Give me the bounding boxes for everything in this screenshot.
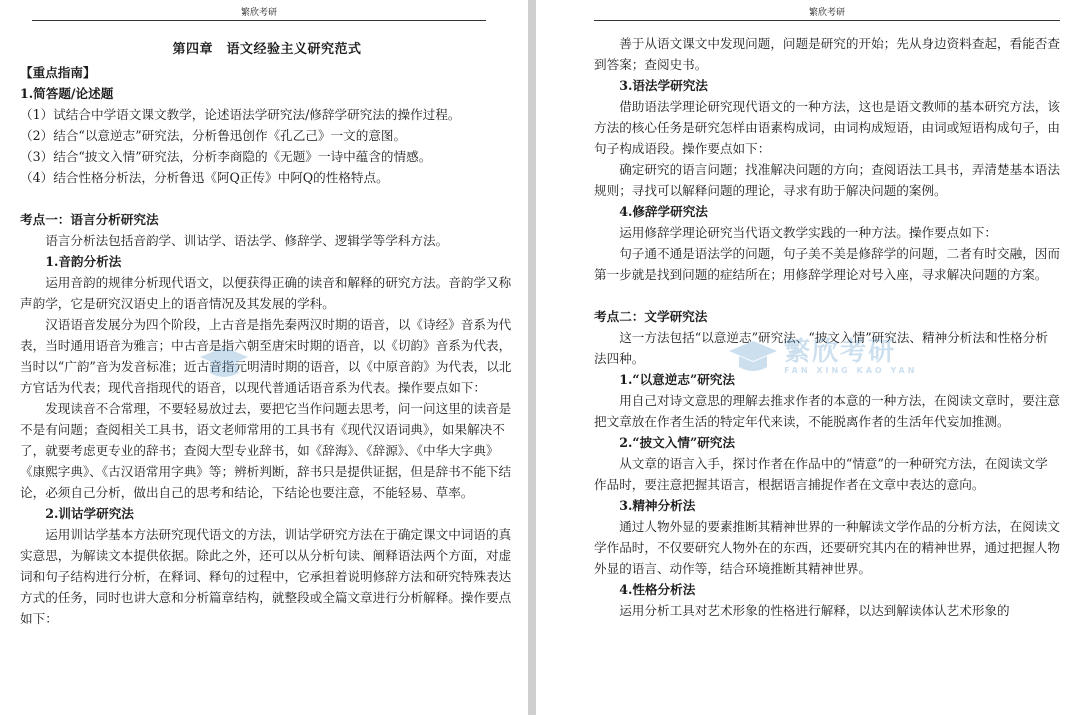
key-point-heading: 考点二：文学研究法	[594, 309, 708, 324]
paragraph: 从文章的语言入手，探讨作者在作品中的“情意”的一种研究方法，在阅读文学作品时，要注意把握其语言，根据语言捕捉作者在文章中表达的意向。	[594, 456, 1048, 492]
spacer	[20, 188, 514, 209]
chapter-title: 第四章 语文经验主义研究范式	[172, 42, 362, 57]
paragraph: 运用音韵的规律分析现代语文，以便获得正确的读音和解释的研究方法。音韵学又称声韵学，它是研究汉语史上的语音情况及其发展的学科。	[20, 275, 512, 311]
subsection-heading: 4.修辞学研究法	[619, 204, 708, 219]
left-page	[0, 0, 528, 715]
watermark-chinese: 繁欣考研	[784, 337, 897, 367]
paragraph: 用自己对诗文意思的理解去推求作者的本意的一种方法，在阅读文章时，要注意把文章放在作者生活的特定年代来读，不能脱离作者的生活年代妄加推测。	[594, 393, 1060, 429]
page-header: 繁欣考研	[32, 6, 486, 21]
paragraph: 汉语语音发展分为四个阶段，上古音是指先秦两汉时期的语音，以《诗经》音系为代表，当时通用语音为雅言；中古音是指六朝至唐宋时期的语音，以《切韵》音系为代表，当时以“广韵”音为发音标准；近古音指元明清时期的语音，以《中原音韵》为代表，以北方官话为代表；现代音指现代的语音，以现代普通话语音系为代表。操作要点如下：	[20, 317, 512, 395]
question-heading: 1.简答题/论述题	[20, 86, 114, 101]
paragraph: 运用分析工具对艺术形象的性格进行解释，以达到解读体认艺术形象的	[619, 603, 1010, 618]
subsection-heading: 3.语法学研究法	[619, 78, 708, 93]
paragraph: 运用修辞学理论研究当代语文教学实践的一种方法。操作要点如下：	[619, 225, 997, 240]
page-content	[20, 39, 514, 629]
paragraph: 通过人物外显的要素推断其精神世界的一种解读文学作品的分析方法，在阅读文学作品时，不仅要研究人物外在的东西，还要研究其内在的精神世界，通过把握人物外显的语言、动作等，结合环境推断其精神世界。	[594, 519, 1060, 576]
paragraph: 语言分析法包括音韵学、训诂学、语法学、修辞学、逻辑学等学科方法。	[45, 233, 449, 248]
question-item: （3）结合“披文入情”研究法，分析李商隐的《无题》一诗中蕴含的情感。	[20, 149, 432, 164]
page-content	[594, 33, 1060, 621]
right-page	[536, 0, 1080, 715]
subsection-heading: 3.精神分析法	[619, 498, 696, 513]
subsection-heading: 2.“披文入情”研究法	[619, 435, 735, 450]
subsection-heading: 1.“以意逆志”研究法	[619, 372, 735, 387]
watermark-english: FAN XING KAO YAN	[784, 366, 918, 375]
section-guide: 【重点指南】	[20, 65, 96, 80]
subsection-heading: 4.性格分析法	[619, 582, 696, 597]
paragraph: 运用训诂学基本方法研究现代语文的方法，训诂学研究方法在于确定课文中词语的真实意思，为解读文本提供依据。除此之外，还可以从分析句读、阐释语法两个方面，对虚词和句子结构进行分析，在释词、释句的过程中，它承担着说明修辞方法和研究特殊表达方式的任务，同时也讲大意和分析篇章结构，就整段或全篇文章进行分析解释。操作要点如下：	[20, 527, 512, 626]
paragraph: 借助语法学理论研究现代语文的一种方法，这也是语文教师的基本研究方法，该方法的核心任务是研究怎样由语素构成词，由词构成短语，由词或短语构成句子，由句子构成语段。操作要点如下：	[594, 99, 1060, 156]
paragraph: 发现读音不合常理，不要轻易放过去，要把它当作问题去思考，问一问这里的读音是不是有问题；查阅相关工具书，语文老师常用的工具书有《现代汉语词典》，如果解决不了，就要考虑更专业的辞书；查阅大型专业辞书，如《辞海》、《辞源》、《中华大字典》《康熙字典》、《古汉语常用字典》等；辨析判断，辞书只是提供证据，但是辞书不能下结论，必须自己分析，做出自己的思考和结论，下结论也要注意，不能轻易、草率。	[20, 401, 512, 500]
question-item: （1）试结合中学语文课文教学，论述语法学研究法/修辞学研究法的操作过程。	[20, 107, 461, 122]
paragraph: 确定研究的语言问题；找准解决问题的方向；查阅语法工具书，弄清楚基本语法规则；寻找可以解释问题的理论，寻求有助于解决问题的案例。	[594, 162, 1060, 198]
paragraph: 这一方法包括“以意逆志”研究法、“披文入情”研究法、精神分析法和性格分析法四种。	[594, 330, 1048, 366]
paragraph: 善于从语文课文中发现问题，问题是研究的开始；先从身边资料查起，看能否查到答案；查阅史书。	[594, 36, 1060, 72]
spacer	[594, 285, 1060, 306]
key-point-heading: 考点一：语言分析研究法	[20, 212, 159, 227]
page-gutter	[528, 0, 536, 715]
subsection-heading: 1.音韵分析法	[45, 254, 122, 269]
paragraph: 句子通不通是语法学的问题，句子美不美是修辞学的问题，二者有时交融，因而第一步就是找到问题的症结所在；用修辞学理论对号入座，寻求解决问题的方案。	[594, 246, 1060, 282]
question-item: （2）结合“以意逆志”研究法，分析鲁迅创作《孔乙己》一文的意图。	[20, 128, 407, 143]
subsection-heading: 2.训诂学研究法	[45, 506, 134, 521]
page-header: 繁欣考研	[594, 6, 1060, 21]
question-item: （4）结合性格分析法，分析鲁迅《阿Q正传》中阿Q的性格特点。	[20, 170, 389, 185]
